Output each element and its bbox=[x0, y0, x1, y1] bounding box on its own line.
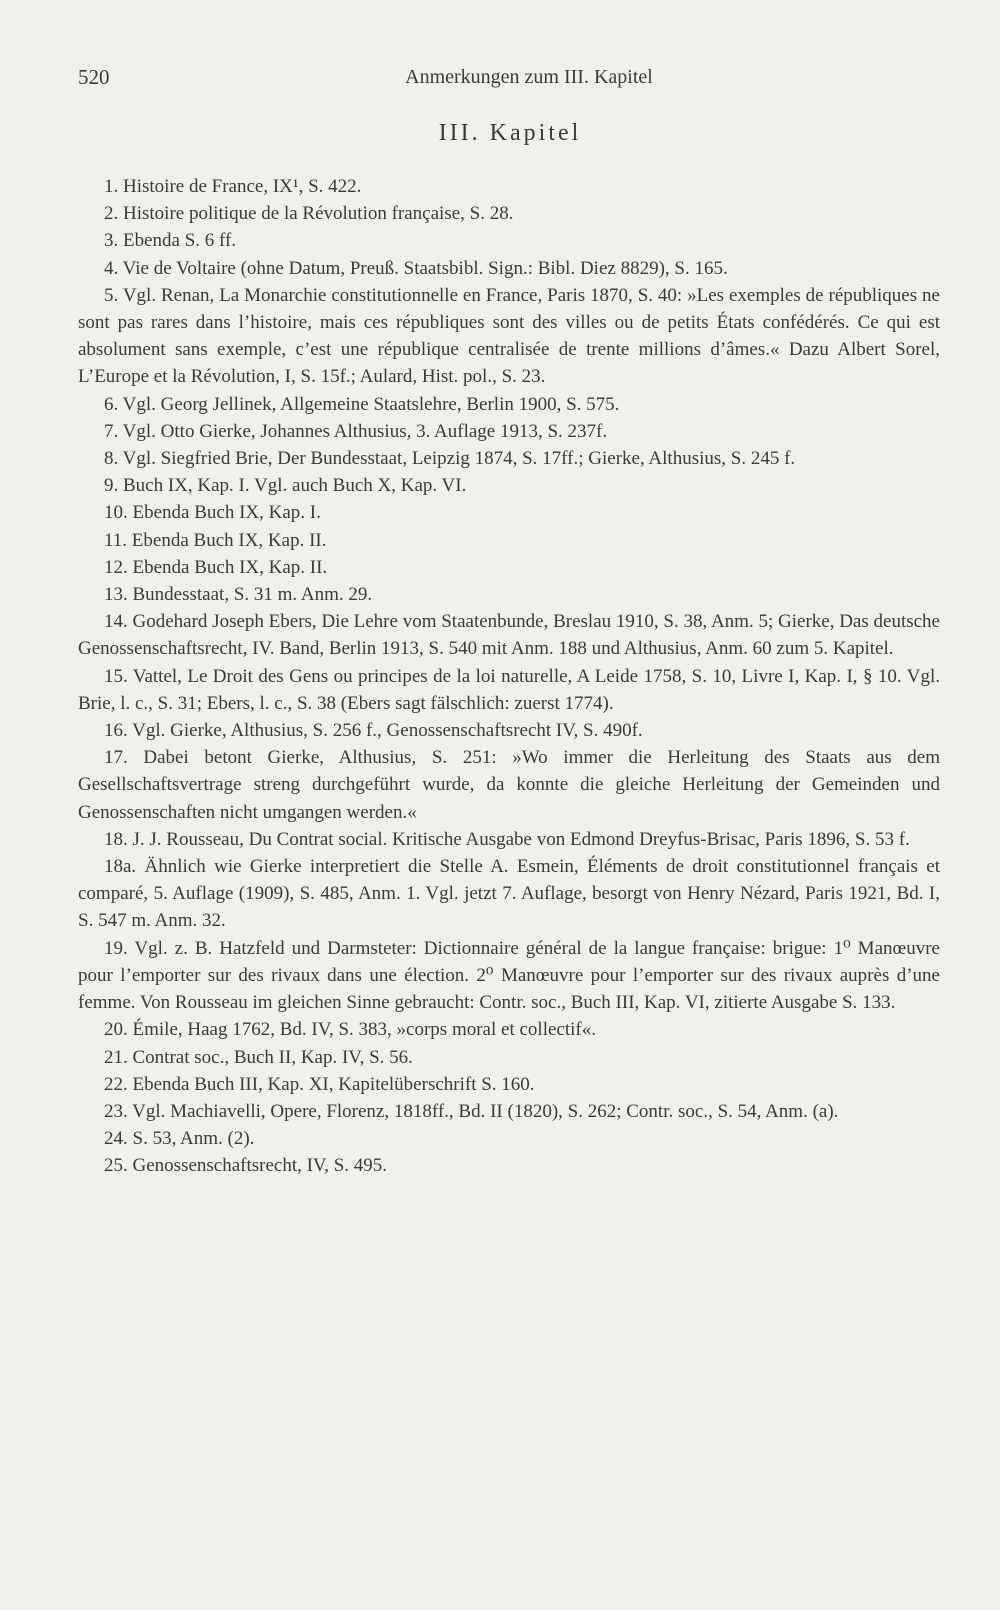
note-text: Ebenda Buch III, Kap. XI, Kapitelüberschrift S. 160. bbox=[132, 1073, 535, 1095]
note-number: 5. bbox=[104, 284, 119, 306]
note-item bbox=[78, 282, 940, 391]
note-number: 8. bbox=[104, 448, 119, 470]
page-header bbox=[78, 62, 940, 92]
note-text: Ähnlich wie Gierke interpretiert die Stelle A. Esmein, Éléments de droit constitutionnel français et comparé, 5. Auflage (1909), S. 485, Anm. 1. Vgl. jetzt 7. Auflage, besorgt von Henry Nézard, Paris 1921, Bd. I, S. 547 m. Anm. 32. bbox=[78, 856, 941, 932]
note-item bbox=[78, 255, 940, 282]
note-item bbox=[78, 581, 940, 608]
note-text: S. 53, Anm. (2). bbox=[132, 1128, 255, 1150]
note-text: Histoire politique de la Révolution française, S. 28. bbox=[123, 203, 514, 225]
note-item bbox=[78, 1071, 940, 1098]
note-text: Vie de Voltaire (ohne Datum, Preuß. Staatsbibl. Sign.: Bibl. Diez 8829), S. 165. bbox=[122, 257, 728, 279]
note-number: 18a. bbox=[104, 856, 137, 878]
note-text: Godehard Joseph Ebers, Die Lehre vom Staatenbunde, Breslau 1910, S. 38, Anm. 5; Gierke, Das deutsche Genossenschaftsrecht, IV. Band, Berlin 1913, S. 540 mit Anm. 188 und Althusius, Anm. 60 zum 5. Kapitel. bbox=[78, 611, 940, 660]
note-text: Vgl. Machiavelli, Opere, Florenz, 1818ff., Bd. II (1820), S. 262; Contr. soc., S. 54, Anm. (a). bbox=[132, 1100, 839, 1122]
note-number: 7. bbox=[104, 420, 119, 442]
note-text: Vgl. Siegfried Brie, Der Bundesstaat, Leipzig 1874, S. 17ff.; Gierke, Althusius, S. 245 f. bbox=[122, 448, 796, 470]
note-number: 18. bbox=[104, 828, 128, 850]
note-item bbox=[78, 472, 940, 499]
note-number: 15. bbox=[104, 665, 128, 687]
note-item bbox=[78, 663, 940, 717]
note-number: 12. bbox=[104, 556, 128, 578]
note-text: Vgl. Renan, La Monarchie constitutionnelle en France, Paris 1870, S. 40: »Les exemples de républiques ne sont pas rares dans l’histoire, mais ces républiques sont des villes ou de petits États confédérés. Ce qui est absolument sans exemple, c’est une république centralisée de trente millions d’âmes.« Dazu Albert Sorel, L’Europe et la Révolution, I, S. 15f.; Aulard, Hist. pol., S. 23. bbox=[78, 284, 940, 388]
note-item bbox=[78, 200, 940, 227]
note-number: 25. bbox=[104, 1155, 128, 1177]
note-item bbox=[78, 499, 940, 526]
note-item bbox=[78, 1016, 940, 1043]
note-text: Émile, Haag 1762, Bd. IV, S. 383, »corps moral et collectif«. bbox=[132, 1019, 596, 1041]
note-item bbox=[78, 527, 940, 554]
note-number: 13. bbox=[104, 584, 128, 606]
note-number: 21. bbox=[104, 1046, 128, 1068]
note-item bbox=[78, 826, 940, 853]
note-item bbox=[78, 445, 940, 472]
note-item bbox=[78, 1044, 940, 1071]
note-text: Vgl. Otto Gierke, Johannes Althusius, 3. Auflage 1913, S. 237f. bbox=[122, 420, 608, 442]
note-text: Vattel, Le Droit des Gens ou principes de la loi naturelle, A Leide 1758, S. 10, Livre I, Kap. I, § 10. Vgl. Brie, l. c., S. 31; Ebers, l. c., S. 38 (Ebers sagt fälschlich: zuerst 1774). bbox=[78, 665, 940, 714]
running-head: Anmerkungen zum III. Kapitel bbox=[405, 66, 653, 88]
note-number: 17. bbox=[104, 747, 128, 769]
note-text: Ebenda Buch IX, Kap. II. bbox=[132, 556, 328, 578]
note-text: Bundesstaat, S. 31 m. Anm. 29. bbox=[132, 584, 373, 606]
note-item bbox=[78, 418, 940, 445]
note-item bbox=[78, 173, 940, 200]
note-number: 20. bbox=[104, 1019, 128, 1041]
note-text: Genossenschaftsrecht, IV, S. 495. bbox=[132, 1155, 388, 1177]
note-text: Vgl. z. B. Hatzfeld und Darmsteter: Dictionnaire général de la langue française: brigue: 1⁰ Manœuvre pour l’emporter sur des rivaux dans une élection. 2⁰ Manœuvre pour l’emporter sur des rivaux auprès d’une femme. Von Rousseau im gleichen Sinne gebraucht: Contr. soc., Buch III, Kap. VI, zitierte Ausgabe S. 133. bbox=[78, 937, 940, 1014]
note-text: Ebenda Buch IX, Kap. I. bbox=[132, 502, 321, 524]
page-number: 520 bbox=[78, 65, 110, 89]
note-text: Histoire de France, IX¹, S. 422. bbox=[123, 176, 362, 197]
note-item bbox=[78, 717, 940, 744]
note-text: Vgl. Gierke, Althusius, S. 256 f., Genossenschaftsrecht IV, S. 490f. bbox=[132, 720, 643, 742]
note-number: 1. bbox=[104, 176, 119, 197]
note-number: 19. bbox=[104, 937, 128, 959]
note-item bbox=[78, 853, 940, 935]
note-number: 10. bbox=[104, 502, 128, 524]
note-number: 4. bbox=[104, 257, 119, 279]
note-number: 6. bbox=[104, 393, 119, 415]
note-item bbox=[78, 1152, 940, 1179]
note-text: Dabei betont Gierke, Althusius, S. 251: »Wo immer die Herleitung des Staats aus dem Gesellschaftsvertrage streng durchgeführt wurde, da konnte die gleiche Herleitung der Gemeinden und Genossenschaften nicht umgangen werden.« bbox=[78, 747, 941, 823]
note-number: 9. bbox=[104, 475, 119, 497]
chapter-title: III. Kapitel bbox=[438, 120, 582, 146]
note-text: Ebenda S. 6 ff. bbox=[123, 230, 237, 252]
note-number: 2. bbox=[104, 203, 119, 225]
note-number: 23. bbox=[104, 1100, 128, 1122]
note-item bbox=[78, 391, 940, 418]
note-text: Vgl. Georg Jellinek, Allgemeine Staatslehre, Berlin 1900, S. 575. bbox=[122, 393, 620, 415]
note-item bbox=[78, 1098, 940, 1125]
note-number: 16. bbox=[104, 720, 128, 742]
note-text: Ebenda Buch IX, Kap. II. bbox=[131, 529, 327, 551]
note-item bbox=[78, 744, 940, 826]
note-text: Contrat soc., Buch II, Kap. IV, S. 56. bbox=[132, 1046, 413, 1068]
note-number: 3. bbox=[104, 230, 119, 252]
note-item bbox=[78, 227, 940, 254]
note-text: Buch IX, Kap. I. Vgl. auch Buch X, Kap. VI. bbox=[123, 475, 467, 497]
note-item bbox=[78, 1125, 940, 1152]
note-number: 24. bbox=[104, 1128, 128, 1150]
note-number: 22. bbox=[104, 1073, 128, 1095]
note-item bbox=[78, 554, 940, 581]
notes-list bbox=[78, 173, 940, 1180]
note-item bbox=[78, 935, 940, 1017]
note-item bbox=[78, 608, 940, 662]
note-text: J. J. Rousseau, Du Contrat social. Kritische Ausgabe von Edmond Dreyfus-Brisac, Paris 1896, S. 53 f. bbox=[132, 828, 910, 850]
note-number: 11. bbox=[104, 529, 128, 551]
note-number: 14. bbox=[104, 611, 128, 633]
